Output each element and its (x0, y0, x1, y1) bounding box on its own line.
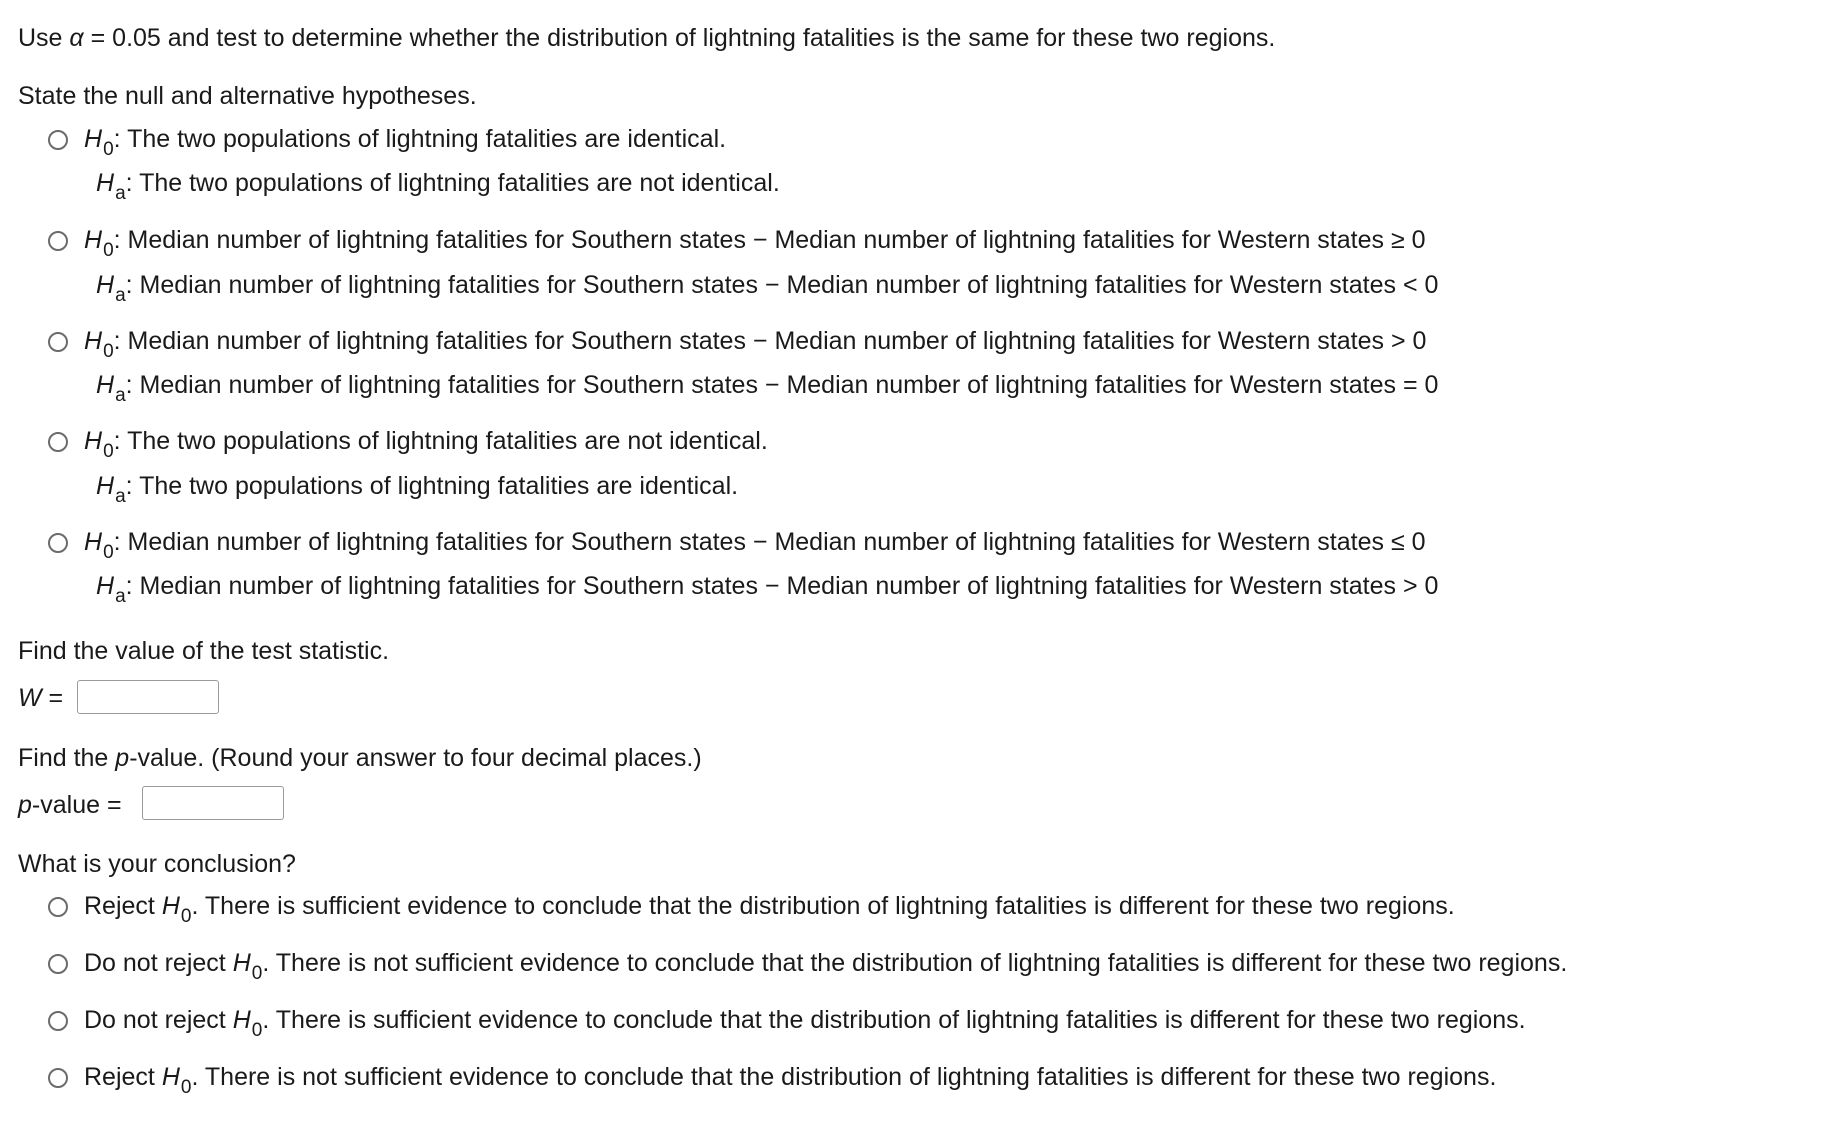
h-subscript: a (115, 586, 126, 607)
conclusion-text-3 (84, 1005, 1526, 1041)
colon: : (125, 472, 133, 500)
hypothesis-radio-4[interactable] (48, 432, 68, 452)
conclusion-tail: . There is not sufficient evidence to conclude that the distribution of lightning fatalities is different for these two regions. (191, 1063, 1497, 1091)
h-letter: H (84, 125, 103, 153)
hypothesis-h0-4 (84, 426, 768, 462)
h-subscript: 0 (180, 1077, 192, 1098)
h0-text: Median number of lightning fatalities for Southern states − Median number of lightning fatalities for Western states ≤ 0 (120, 528, 1426, 556)
h-subscript: 0 (103, 542, 114, 563)
hypothesis-radio-5[interactable] (48, 533, 68, 553)
h-subscript: a (115, 486, 126, 507)
hypothesis-h0-5 (84, 527, 1426, 563)
hypothesis-h0-3 (84, 326, 1427, 362)
hypothesis-ha-5 (96, 571, 1439, 607)
h-subscript: 0 (251, 1020, 263, 1041)
w-symbol: W (18, 684, 42, 712)
hypothesis-radio-1[interactable] (48, 130, 68, 150)
conclusion-radio-1[interactable] (48, 897, 68, 917)
h-letter: H (96, 572, 115, 600)
colon: : (125, 169, 133, 197)
ha-text: Median number of lightning fatalities for Southern states − Median number of lightning fatalities for Western states > 0 (132, 572, 1439, 600)
h-letter: H (96, 169, 115, 197)
h-letter: H (232, 1006, 251, 1034)
test-statistic-input[interactable] (77, 680, 219, 714)
h-subscript: a (115, 385, 126, 406)
h-letter: H (96, 371, 115, 399)
h-letter: H (84, 528, 103, 556)
prompt-prefix: Find the (18, 744, 116, 772)
colon: : (113, 226, 121, 254)
conclusion-lead: Reject (84, 892, 162, 920)
p-symbol: p (18, 791, 32, 819)
test-statistic-label (18, 683, 63, 713)
conclusion-text-2 (84, 948, 1568, 984)
h-letter: H (161, 1063, 180, 1091)
hypothesis-ha-4 (96, 471, 739, 507)
conclusion-lead: Do not reject (84, 949, 233, 977)
hypothesis-h0-2 (84, 225, 1426, 261)
h0-text: The two populations of lightning fatalities are not identical. (120, 427, 768, 455)
p-value-prompt (18, 743, 702, 773)
h0-text: Median number of lightning fatalities for Southern states − Median number of lightning fatalities for Western states > 0 (120, 327, 1427, 355)
h-subscript: 0 (103, 441, 114, 462)
hypothesis-ha-1 (96, 168, 780, 204)
colon: : (125, 572, 133, 600)
ha-text: Median number of lightning fatalities for Southern states − Median number of lightning fatalities for Western states = 0 (132, 371, 1439, 399)
hypotheses-prompt: State the null and alternative hypotheses. (18, 82, 477, 110)
conclusion-tail: . There is not sufficient evidence to conclude that the distribution of lightning fatalities is different for these two regions. (262, 949, 1568, 977)
conclusion-text-1 (84, 891, 1455, 927)
conclusion-radio-4[interactable] (48, 1068, 68, 1088)
h-subscript: 0 (103, 139, 114, 160)
ha-text: Median number of lightning fatalities for Southern states − Median number of lightning fatalities for Western states < 0 (132, 271, 1439, 299)
question-intro (18, 23, 1275, 53)
label-suffix: -value = (31, 791, 122, 819)
p-value-label (18, 790, 122, 820)
h-letter: H (232, 949, 251, 977)
colon: : (113, 327, 121, 355)
h-subscript: 0 (103, 341, 114, 362)
equals-sign: = (41, 684, 64, 712)
hypothesis-h0-1 (84, 124, 727, 160)
p-symbol: p (115, 744, 130, 772)
conclusion-radio-2[interactable] (48, 954, 68, 974)
h-letter: H (84, 226, 103, 254)
prompt-suffix: -value. (Round your answer to four decimal places.) (129, 744, 702, 772)
h-subscript: 0 (103, 240, 114, 261)
h-subscript: 0 (251, 963, 263, 984)
conclusion-text-4 (84, 1062, 1497, 1098)
hypothesis-radio-3[interactable] (48, 332, 68, 352)
colon: : (125, 371, 133, 399)
h-subscript: a (115, 285, 126, 306)
conclusion-lead: Do not reject (84, 1006, 233, 1034)
intro-prefix: Use (18, 24, 70, 52)
conclusion-prompt: What is your conclusion? (18, 850, 296, 878)
h0-text: The two populations of lightning fatalities are identical. (120, 125, 727, 153)
p-value-input[interactable] (142, 786, 284, 820)
conclusion-radio-3[interactable] (48, 1011, 68, 1031)
h-letter: H (96, 472, 115, 500)
h-letter: H (161, 892, 180, 920)
hypothesis-radio-2[interactable] (48, 231, 68, 251)
h-letter: H (84, 327, 103, 355)
colon: : (113, 427, 121, 455)
h-subscript: a (115, 183, 126, 204)
hypothesis-ha-3 (96, 370, 1439, 406)
ha-text: The two populations of lightning fatalities are identical. (132, 472, 739, 500)
h-subscript: 0 (180, 906, 192, 927)
hypothesis-ha-2 (96, 270, 1439, 306)
intro-suffix: = 0.05 and test to determine whether the distribution of lightning fatalities is the same for these two regions. (83, 24, 1276, 52)
conclusion-lead: Reject (84, 1063, 162, 1091)
conclusion-tail: . There is sufficient evidence to conclude that the distribution of lightning fatalities is different for these two regions. (262, 1006, 1526, 1034)
colon: : (113, 125, 121, 153)
h0-text: Median number of lightning fatalities for Southern states − Median number of lightning fatalities for Western states ≥ 0 (120, 226, 1426, 254)
colon: : (113, 528, 121, 556)
alpha-symbol: α (69, 24, 84, 52)
colon: : (125, 271, 133, 299)
conclusion-tail: . There is sufficient evidence to conclude that the distribution of lightning fatalities is different for these two regions. (191, 892, 1455, 920)
h-letter: H (96, 271, 115, 299)
ha-text: The two populations of lightning fatalities are not identical. (132, 169, 780, 197)
test-statistic-prompt: Find the value of the test statistic. (18, 637, 390, 665)
h-letter: H (84, 427, 103, 455)
